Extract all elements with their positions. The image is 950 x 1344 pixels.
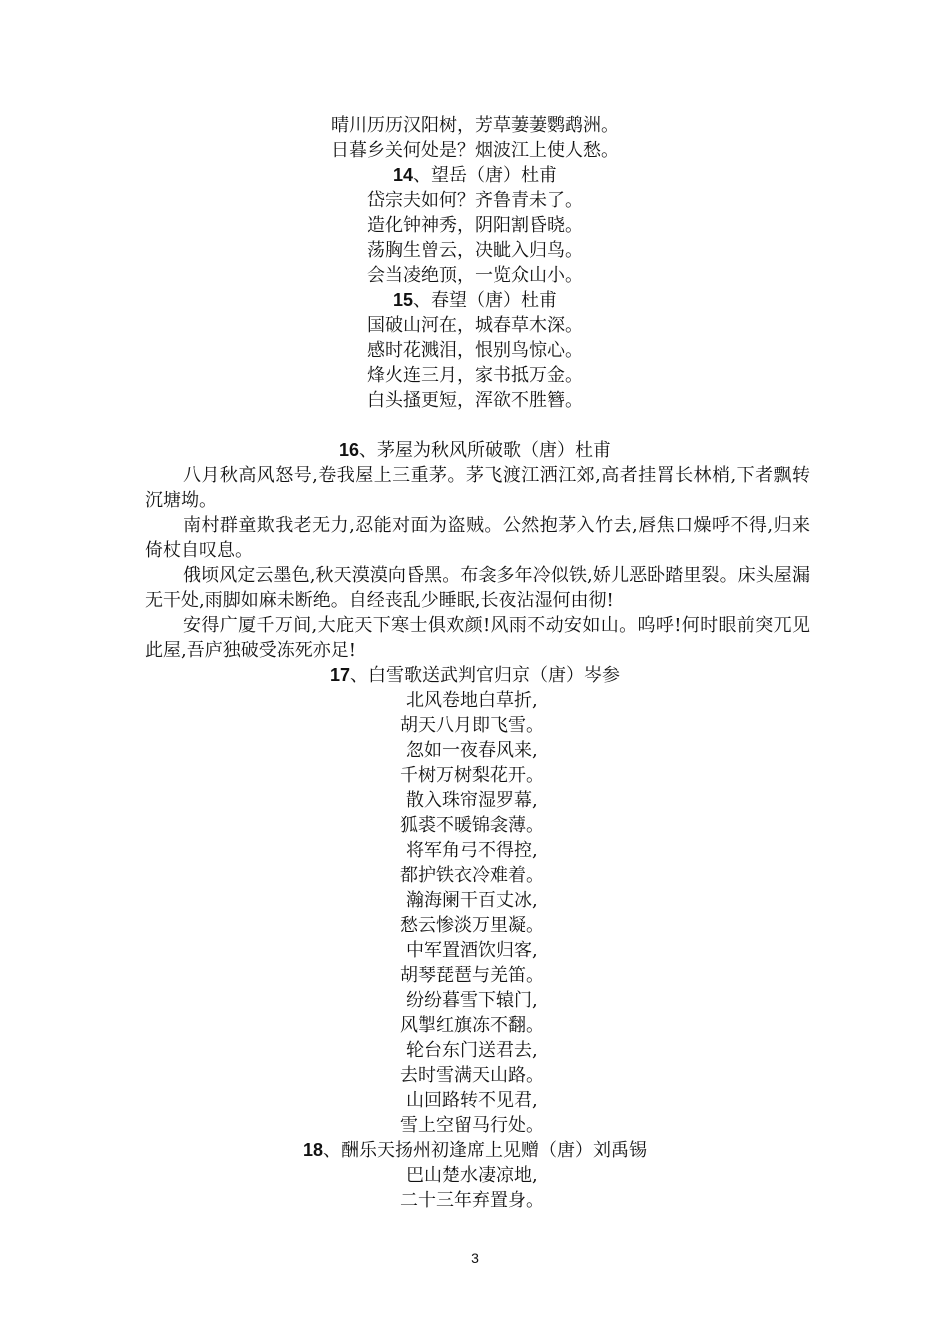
poem-line: 去时雪满天山路。: [400, 1065, 544, 1086]
poem-line: 雪上空留马行处。: [400, 1115, 544, 1136]
poem-number: 18: [302, 1140, 324, 1160]
poem-paragraph: 俄顷风定云墨色,秋天漠漠向昏黑。布衾多年冷似铁,娇儿恶卧踏里裂。床头屋漏无干处,雨脚如麻未断绝。自经丧乱少睡眠,长夜沾湿何由彻!: [145, 565, 810, 611]
poem-line: 散入珠帘湿罗幕,: [406, 790, 538, 811]
poem-title-text: 、白雪歌送武判官归京（唐）岑参: [350, 665, 621, 686]
poem-line: 中军置酒饮归客,: [406, 940, 538, 961]
poem-number: 15: [392, 290, 414, 310]
poem-line: 北风卷地白草折,: [406, 690, 538, 711]
poem-line: 轮台东门送君去,: [406, 1040, 538, 1061]
poem-line: 山回路转不见君,: [406, 1090, 538, 1111]
poem-line: 纷纷暮雪下辕门,: [406, 990, 538, 1011]
poem-line: 荡胸生曾云，决眦入归鸟。: [367, 240, 583, 261]
poem-line: 岱宗夫如何？齐鲁青未了。: [367, 190, 583, 211]
poem-line: 瀚海阑干百丈冰,: [406, 890, 538, 911]
poem-line: 国破山河在，城春草木深。: [367, 315, 583, 336]
poem-line: 千树万树梨花开。: [400, 765, 544, 786]
poem-title-text: 、望岳（唐）杜甫: [413, 165, 558, 186]
poem-line: 会当凌绝顶，一览众山小。: [367, 265, 583, 286]
poem-line: 忽如一夜春风来,: [406, 740, 538, 761]
poem-17-title: [0, 663, 950, 688]
poem-line: 胡天八月即飞雪。: [400, 715, 544, 736]
poem-line: 二十三年弃置身。: [400, 1190, 544, 1211]
poem-line: 狐裘不暖锦衾薄。: [400, 815, 544, 836]
poem-paragraph: 八月秋高风怒号,卷我屋上三重茅。茅飞渡江洒江郊,高者挂罥长林梢,下者飘转沉塘坳。: [145, 465, 810, 511]
poem-title-text: 、酬乐天扬州初逢席上见赠（唐）刘禹锡: [323, 1140, 648, 1161]
poem-title-text: 、春望（唐）杜甫: [413, 290, 558, 311]
poem-15-title: [0, 288, 950, 313]
poem-line: 烽火连三月，家书抵万金。: [367, 365, 583, 386]
poem-line: 白头搔更短，浑欲不胜簪。: [367, 390, 583, 411]
poem-14-title: [0, 163, 950, 188]
poem-number: 14: [392, 165, 414, 185]
poem-line: 都护铁衣冷难着。: [400, 865, 544, 886]
poem-number: 16: [338, 440, 360, 460]
poem-line: 风掣红旗冻不翻。: [400, 1015, 544, 1036]
poem-line: 巴山楚水凄凉地,: [406, 1165, 538, 1186]
poem-line: 日暮乡关何处是？烟波江上使人愁。: [331, 140, 619, 161]
poem-16-title: [0, 438, 950, 463]
poem-line: 晴川历历汉阳树，芳草萋萋鹦鹉洲。: [331, 115, 619, 136]
poem-paragraph: 南村群童欺我老无力,忍能对面为盗贼。公然抱茅入竹去,唇焦口燥呼不得,归来倚杖自叹息。: [145, 515, 810, 561]
poem-title-text: 、茅屋为秋风所破歌（唐）杜甫: [359, 440, 612, 461]
poem-line: 感时花溅泪，恨别鸟惊心。: [367, 340, 583, 361]
poem-line: 胡琴琵琶与羌笛。: [400, 965, 544, 986]
poem-line: 愁云惨淡万里凝。: [400, 915, 544, 936]
poem-paragraph: 安得广厦千万间,大庇天下寒士俱欢颜!风雨不动安如山。呜呼!何时眼前突兀见此屋,吾庐独破受冻死亦足!: [145, 615, 810, 661]
poem-line: 将军角弓不得控,: [406, 840, 538, 861]
page-number: 3: [471, 1250, 479, 1266]
poem-18-title: [0, 1138, 950, 1163]
poem-number: 17: [329, 665, 351, 685]
poem-line: 造化钟神秀，阴阳割昏晓。: [367, 215, 583, 236]
